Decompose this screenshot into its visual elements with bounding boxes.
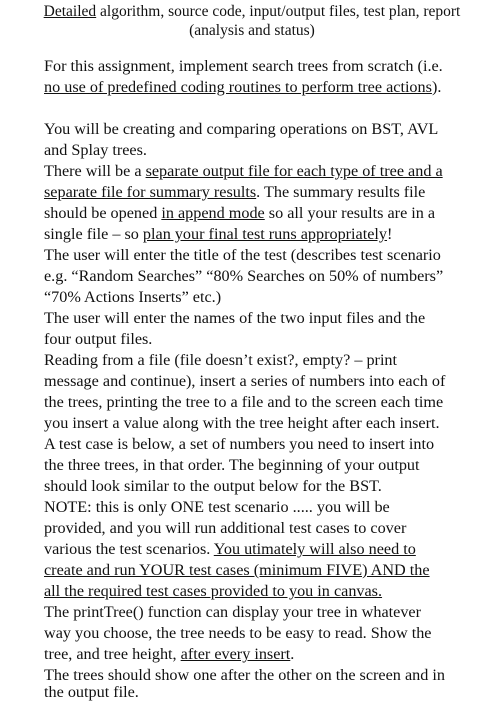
body-line xyxy=(44,581,382,602)
intro-line-1: For this assignment, implement search trees from scratch (i.e. xyxy=(44,57,443,75)
body-line: e.g. “Random Searches” “80% Searches on 50% of numbers” xyxy=(44,267,444,285)
body-line: Reading from a file (file doesn’t exist?, empty? – print xyxy=(44,351,398,369)
body-line xyxy=(44,539,416,560)
document-heading xyxy=(32,2,472,40)
body-text: . The summary results file xyxy=(256,183,426,201)
intro-underlined-text: no use of predefined coding routines to perform tree actions xyxy=(44,78,432,96)
body-line: “70% Actions Inserts” etc.) xyxy=(44,288,222,306)
body-underlined-text: create and run YOUR test cases (minimum FIVE) AND the xyxy=(44,561,430,579)
body-text: There will be a xyxy=(44,162,146,180)
body-text: . xyxy=(290,645,295,663)
body-line: You will be creating and comparing operations on BST, AVL xyxy=(44,120,439,138)
body-underlined-text: in append mode xyxy=(161,204,265,222)
body-line: The user will enter the title of the test (describes test scenario xyxy=(44,246,441,264)
heading-line-2: (analysis and status) xyxy=(189,22,315,39)
body-text: tree, and tree height, xyxy=(44,645,181,663)
body-line: The user will enter the names of the two input files and the xyxy=(44,309,426,327)
body-line xyxy=(44,644,294,665)
body-line: The trees should show one after the other on the screen and in xyxy=(44,666,445,684)
intro-line-2 xyxy=(44,77,441,98)
body-text: should be opened xyxy=(44,204,162,222)
body-line: way you choose, the tree needs to be easy to read. Show the xyxy=(44,624,432,642)
body-line: you insert a value along with the tree height after each insert. xyxy=(44,414,440,432)
body-text: so all your results are in a xyxy=(264,204,436,222)
body-underlined-text: after every insert xyxy=(180,645,291,663)
body-line xyxy=(44,203,435,224)
body-underlined-text: You utimately will also need to xyxy=(213,540,416,558)
body-text: ! xyxy=(387,225,393,243)
body-underlined-text: separate file for summary results xyxy=(44,183,257,201)
heading-line-1-text: algorithm, source code, input/output files, test plan, report xyxy=(96,3,461,20)
body-line: The printTree() function can display your tree in whatever xyxy=(44,603,421,621)
body-underlined-text: plan your final test runs appropriately xyxy=(142,225,388,243)
body-underlined-text: separate output file for each type of tree and a xyxy=(145,162,443,180)
body-line: provided, and you will run additional test cases to cover xyxy=(44,519,407,537)
body-line xyxy=(44,560,430,581)
intro-line-2-tail: ). xyxy=(431,78,442,96)
body-line: NOTE: this is only ONE test scenario ..... you will be xyxy=(44,498,390,516)
body-line: message and continue), insert a series of numbers into each of xyxy=(44,372,446,390)
heading-underlined-word: Detailed xyxy=(43,3,97,20)
body-line: the output file. xyxy=(44,683,139,701)
body-line xyxy=(44,161,443,182)
body-line xyxy=(44,224,392,245)
body-line: and Splay trees. xyxy=(44,141,147,159)
body-text: various the test scenarios. xyxy=(44,540,214,558)
body-line: should look similar to the output below for the BST. xyxy=(44,477,382,495)
heading-line-1 xyxy=(32,2,472,21)
body-line xyxy=(44,182,425,203)
body-text: single file – so xyxy=(44,225,143,243)
body-line: the trees, printing the tree to a file and to the screen each time xyxy=(44,393,444,411)
body-line: A test case is below, a set of numbers you need to insert into xyxy=(44,435,435,453)
body-underlined-text: all the required test cases provided to you in canvas. xyxy=(44,582,383,600)
body-line: four output files. xyxy=(44,330,153,348)
body-line: the three trees, in that order. The beginning of your output xyxy=(44,456,420,474)
